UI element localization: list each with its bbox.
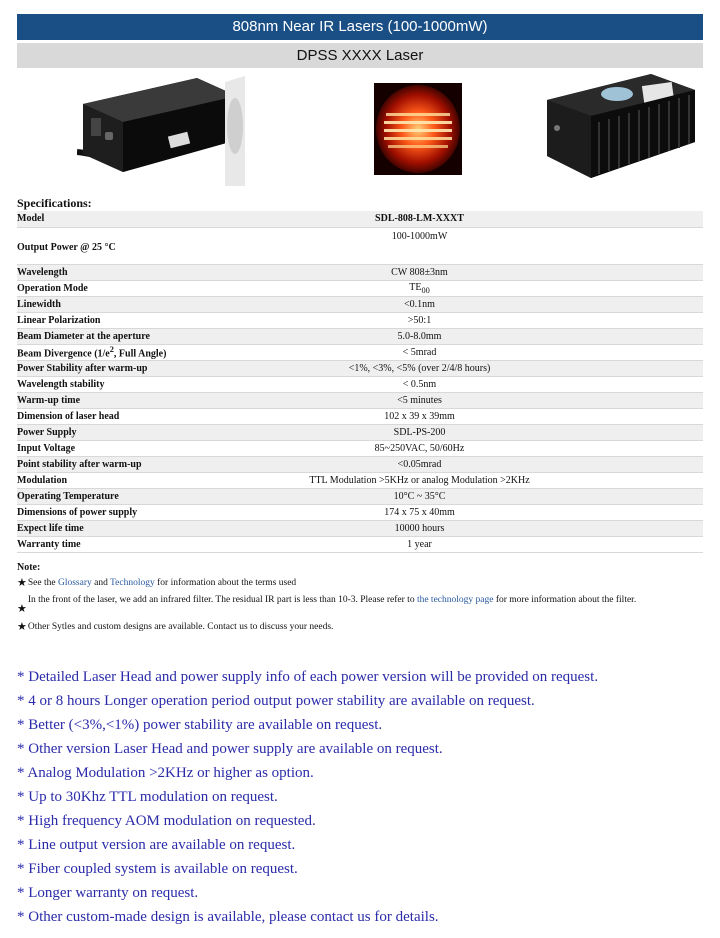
list-item: * Longer warranty on request. — [17, 885, 199, 901]
note-text-pre: In the front of the laser, we add an infrared filter. The residual IR part is less than 10-3. Please refer to — [27, 595, 417, 605]
table-row — [17, 536, 703, 552]
spec-key-post: , Full Angle) — [113, 348, 167, 360]
list-item: * Up to 30Khz TTL modulation on request. — [17, 789, 278, 805]
table-row — [17, 328, 703, 344]
spec-key: Power Stability after warm-up — [17, 360, 212, 376]
spec-value: 1 year — [212, 536, 703, 552]
specifications-heading: Specifications: — [17, 196, 92, 210]
spec-key — [17, 344, 212, 360]
table-row — [17, 392, 703, 408]
notes-label: Note: — [17, 562, 41, 573]
spec-value: 10000 hours — [212, 520, 703, 536]
spec-key-pre: Beam Divergence (1/e — [17, 348, 110, 360]
spec-value: 5.0-8.0mm — [212, 328, 703, 344]
glossary-link[interactable]: Glossary — [57, 578, 92, 588]
note-text — [28, 594, 636, 606]
spec-key: Power Supply — [17, 424, 212, 440]
note-text — [28, 577, 296, 589]
list-item: * Other version Laser Head and power supply are available on request. — [17, 741, 443, 757]
note-text: Other Sytles and custom designs are available. Contact us to discuss your needs. — [27, 622, 334, 632]
spec-value: < 5mrad — [212, 344, 703, 360]
table-row — [17, 312, 703, 328]
laser-head-photo — [543, 72, 701, 188]
options-list — [17, 665, 707, 929]
page-title: 808nm Near IR Lasers (100-1000mW) — [17, 14, 703, 40]
spec-value: 85~250VAC, 50/60Hz — [212, 440, 703, 456]
table-row — [17, 520, 703, 536]
table-row — [17, 424, 703, 440]
spec-value: <5 minutes — [212, 392, 703, 408]
spec-key: Expect life time — [17, 520, 212, 536]
spec-key: Linear Polarization — [17, 312, 212, 328]
spec-value: TTL Modulation >5KHz or analog Modulation >2KHz — [212, 472, 703, 488]
spec-value-main: TE — [409, 281, 422, 293]
technology-page-link[interactable]: the technology page — [416, 595, 494, 605]
table-row — [17, 264, 703, 280]
table-row — [17, 488, 703, 504]
table-row — [17, 211, 703, 227]
list-item: * Better (<3%,<1%) power stability are available on request. — [17, 717, 383, 733]
list-item: * Analog Modulation >2KHz or higher as option. — [17, 765, 314, 781]
spec-value: SDL-PS-200 — [212, 424, 703, 440]
spec-key: Point stability after warm-up — [17, 456, 212, 472]
list-item: * Detailed Laser Head and power supply info of each power version will be provided on request. — [17, 669, 599, 685]
table-row — [17, 344, 703, 360]
note-infrared-filter — [17, 594, 703, 615]
table-row — [17, 376, 703, 392]
spec-value: 100-1000mW — [212, 227, 703, 264]
spec-key: Modulation — [17, 472, 212, 488]
spec-key: Output Power @ 25 °C — [17, 227, 212, 264]
star-icon: ★ — [17, 603, 27, 615]
table-row — [17, 440, 703, 456]
spec-value: >50:1 — [212, 312, 703, 328]
spec-value: <0.05mrad — [212, 456, 703, 472]
star-icon: ★ — [17, 621, 27, 633]
spec-key: Operating Temperature — [17, 488, 212, 504]
list-item: * High frequency AOM modulation on requested. — [17, 813, 316, 829]
spec-key: Wavelength stability — [17, 376, 212, 392]
list-item: * Other custom-made design is available, please contact us for details. — [17, 909, 439, 925]
product-subtitle: DPSS XXXX Laser — [17, 43, 703, 68]
spec-value: 10°C ~ 35°C — [212, 488, 703, 504]
technology-link[interactable]: Technology — [110, 578, 155, 588]
table-row — [17, 504, 703, 520]
spec-key-superscript: 2 — [109, 344, 114, 354]
note-text-mid: and — [91, 578, 111, 588]
spec-key: Dimension of laser head — [17, 408, 212, 424]
power-supply-photo — [77, 74, 245, 186]
spec-value-subscript: 00 — [421, 285, 430, 295]
spec-value — [212, 280, 703, 296]
spec-key: Wavelength — [17, 264, 212, 280]
spec-value: CW 808±3nm — [212, 264, 703, 280]
spec-key: Warm-up time — [17, 392, 212, 408]
note-glossary — [17, 577, 703, 589]
star-icon: ★ — [17, 577, 27, 589]
spec-key: Operation Mode — [17, 280, 212, 296]
table-row — [17, 280, 703, 296]
spec-key: Dimensions of power supply — [17, 504, 212, 520]
note-custom-designs — [17, 621, 703, 633]
table-row — [17, 472, 703, 488]
spec-key: Input Voltage — [17, 440, 212, 456]
table-row — [17, 360, 703, 376]
spec-value: 174 x 75 x 40mm — [212, 504, 703, 520]
specifications-table — [17, 211, 703, 553]
note-text-pre: See the — [27, 578, 58, 588]
note-text-post: for information about the terms used — [154, 578, 297, 588]
spec-value: 102 x 39 x 39mm — [212, 408, 703, 424]
list-item: * Line output version are available on request. — [17, 837, 296, 853]
spec-key: Linewidth — [17, 296, 212, 312]
spec-value: SDL-808-LM-XXXT — [212, 211, 703, 227]
spec-key: Model — [17, 211, 212, 227]
table-row — [17, 408, 703, 424]
note-text-post: for more information about the filter. — [493, 595, 637, 605]
spec-value: < 0.5nm — [212, 376, 703, 392]
list-item: * 4 or 8 hours Longer operation period output power stability are available on request. — [17, 693, 535, 709]
notes-section — [17, 562, 703, 633]
table-row — [17, 456, 703, 472]
spec-key: Warranty time — [17, 536, 212, 552]
spec-value: <1%, <3%, <5% (over 2/4/8 hours) — [212, 360, 703, 376]
table-row — [17, 227, 703, 264]
table-row — [17, 296, 703, 312]
laser-beam-photo — [374, 83, 462, 175]
list-item: * Fiber coupled system is available on request. — [17, 861, 298, 877]
spec-key: Beam Diameter at the aperture — [17, 328, 212, 344]
spec-value: <0.1nm — [212, 296, 703, 312]
